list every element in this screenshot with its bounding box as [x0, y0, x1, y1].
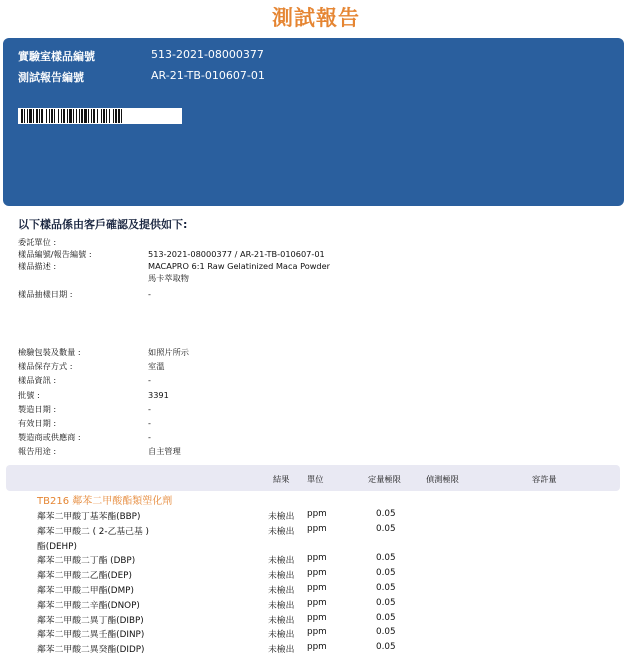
row-unit: ppm: [307, 509, 327, 519]
info-label: 委託單位 :: [18, 237, 57, 247]
row-name: 鄰苯二甲酸二 ( 2-乙基己基 ): [37, 526, 149, 537]
report-title: 測試報告: [272, 6, 360, 30]
row-unit: ppm: [307, 553, 327, 564]
row-unit: ppm: [307, 597, 327, 608]
row-result: 未檢出: [268, 630, 295, 641]
row-result: 未檢出: [268, 645, 295, 656]
header-tolerance: 容許量: [532, 474, 557, 484]
row-unit: ppm: [307, 568, 327, 579]
info-value: 3391: [148, 389, 169, 400]
row-result: 未檢出: [268, 571, 295, 582]
report-no-value: AR-21-TB-010607-01: [151, 69, 265, 82]
row-name: 鄰苯二甲酸丁基苯酯(BBP): [37, 512, 141, 522]
report-no-label: 測試報告編號: [18, 71, 84, 84]
row-loq: 0.05: [376, 509, 396, 519]
row-loq: 0.05: [376, 597, 396, 608]
info-value: MACAPRO 6:1 Raw Gelatinized Maca Powder: [148, 261, 331, 271]
intro-text: 以下樣品係由客戶確認及提供如下:: [18, 218, 188, 231]
info-label: 樣品資訊 :: [18, 375, 57, 386]
table-row: [37, 539, 417, 553]
table-row: [37, 509, 417, 523]
info-value: 513-2021-08000377 / AR-21-TB-010607-01: [148, 249, 325, 259]
table-row: [37, 598, 417, 612]
info-value: -: [148, 418, 151, 428]
info-value: -: [148, 403, 151, 414]
barcode-image: [18, 108, 182, 124]
row-name: 鄰苯二甲酸二乙酯(DEP): [37, 571, 132, 582]
row-loq: 0.05: [376, 627, 396, 638]
row-loq: 0.05: [376, 523, 396, 534]
table-row: [37, 613, 417, 627]
row-name: 鄰苯二甲酸二異壬酯(DINP): [37, 630, 145, 641]
lab-sample-no-value: 513-2021-08000377: [151, 48, 264, 61]
row-name: 鄰苯二甲酸二丁酯 (DBP): [37, 556, 136, 567]
row-unit: ppm: [307, 523, 327, 534]
test-group-title: TB216 鄰苯二甲酸酯類塑化劑: [37, 496, 173, 507]
row-name: 鄰苯二甲酸二甲酯(DMP): [37, 586, 134, 596]
info-label: 樣品描述 :: [18, 261, 57, 271]
info-value: -: [148, 432, 151, 443]
header-unit: 單位: [307, 474, 324, 484]
info-value: -: [148, 289, 151, 299]
row-loq: 0.05: [376, 568, 396, 579]
info-label: 報告用途 :: [18, 446, 57, 457]
row-unit: ppm: [307, 642, 327, 653]
info-label: 批號 :: [18, 389, 40, 400]
header-loq: 定量極限: [368, 474, 401, 484]
info-value: 如照片所示: [148, 347, 189, 357]
row-unit: ppm: [307, 612, 327, 623]
row-result: 未檢出: [268, 556, 295, 567]
info-value: 室溫: [148, 361, 165, 372]
table-row: [37, 553, 417, 567]
info-label: 樣品編號/報告編號 :: [18, 249, 92, 259]
table-row: [37, 583, 417, 597]
row-loq: 0.05: [376, 553, 396, 564]
table-row: [37, 568, 417, 582]
info-value: 自主管理: [148, 446, 181, 457]
row-name: 酯(DEHP): [37, 541, 77, 552]
row-result: 未檢出: [268, 512, 295, 522]
row-result: 未檢出: [268, 615, 295, 626]
row-name: 鄰苯二甲酸二辛酯(DNOP): [37, 600, 140, 611]
info-label: 製造日期 :: [18, 403, 57, 414]
row-name: 鄰苯二甲酸二異丁酯(DIBP): [37, 615, 144, 626]
table-header: [6, 465, 620, 491]
table-row: [37, 642, 417, 656]
row-result: 未檢出: [268, 526, 295, 537]
header-result: 結果: [273, 474, 290, 484]
row-loq: 0.05: [376, 612, 396, 623]
row-result: 未檢出: [268, 600, 295, 611]
row-unit: ppm: [307, 627, 327, 638]
info-label: 檢驗包裝及數量 :: [18, 347, 81, 357]
info-label: 有效日期 :: [18, 418, 57, 428]
report-header-panel: [3, 38, 624, 206]
info-value: -: [148, 375, 151, 386]
info-label: 樣品抽樣日期 :: [18, 289, 73, 299]
row-loq: 0.05: [376, 642, 396, 653]
row-name: 鄰苯二甲酸二異癸酯(DIDP): [37, 645, 145, 656]
header-lod: 偵測極限: [426, 474, 459, 484]
row-result: 未檢出: [268, 586, 295, 596]
info-value: 馬卡萃取物: [148, 273, 189, 283]
info-label: 製造商或供應商 :: [18, 432, 81, 443]
row-unit: ppm: [307, 583, 327, 593]
info-label: 樣品保存方式 :: [18, 361, 73, 372]
table-row: [37, 524, 417, 538]
table-row: [37, 627, 417, 641]
lab-sample-no-label: 實驗室樣品編號: [18, 50, 95, 63]
row-loq: 0.05: [376, 583, 396, 593]
